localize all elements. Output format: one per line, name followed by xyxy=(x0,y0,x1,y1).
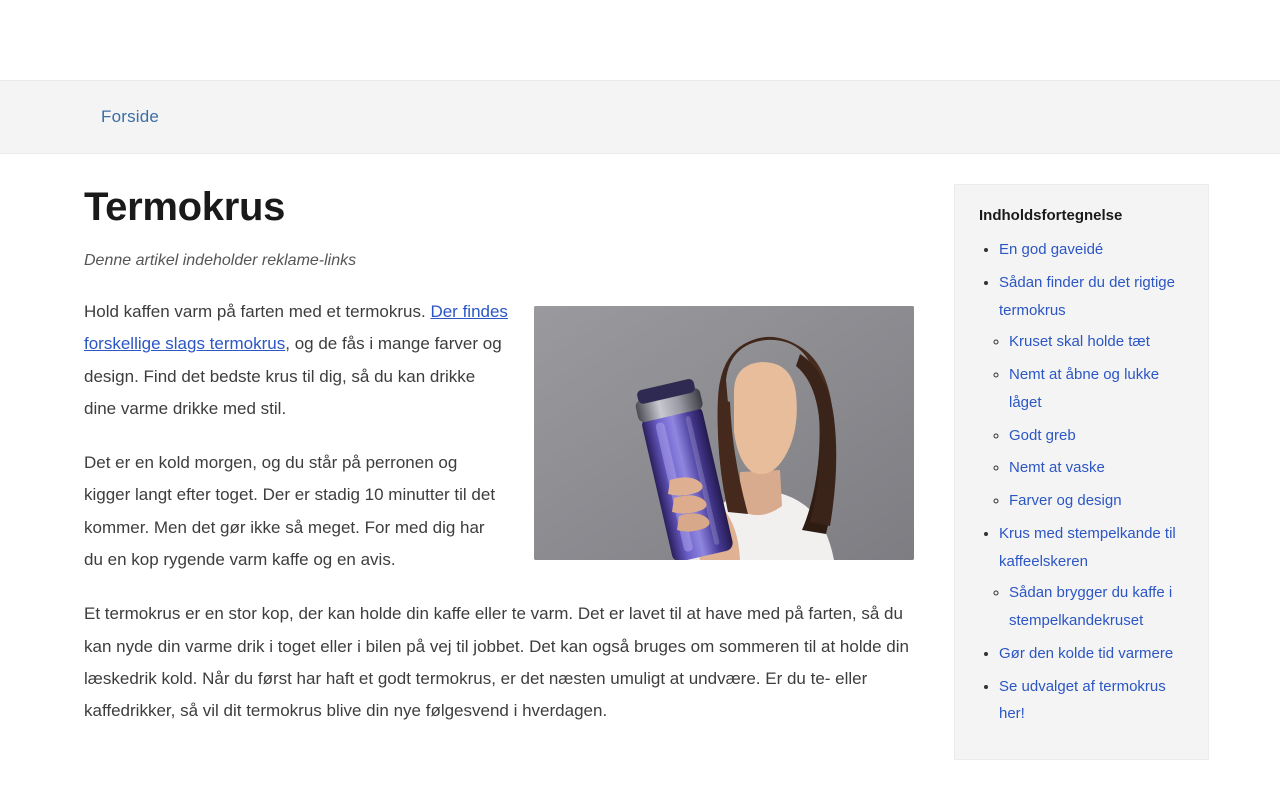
toc-link-en-god-gaveide[interactable]: En god gaveidé xyxy=(999,241,1104,258)
site-header xyxy=(0,0,1280,80)
toc-subitem xyxy=(1009,328,1186,356)
toc-link-farver-og-design[interactable]: Farver og design xyxy=(1009,492,1122,509)
paragraph-intro-text-1: Hold kaffen varm på farten med et termokrus. xyxy=(84,302,431,321)
toc-link-godt-greb[interactable]: Godt greb xyxy=(1009,426,1076,444)
ad-disclaimer: Denne artikel indeholder reklame-links xyxy=(84,252,357,269)
toc-subitem xyxy=(1009,579,1186,635)
toc-subitem xyxy=(1009,487,1186,515)
toc-subitem xyxy=(1009,422,1186,450)
paragraph-intro-text-2: , og de fås i mange farver og design. Find det bedste krus til dig, så du kan drikke dine varme drikke med stil. xyxy=(84,334,502,418)
article-content xyxy=(84,184,924,750)
nav-item-forside[interactable]: Forside xyxy=(101,107,160,126)
paragraph-morgen: Det er en kold morgen, og du står på perronen og kigger langt efter toget. Der er stadig 10 minutter til det kommer. Men det gør ikke så meget. For med dig har du en kop rygende varm kaffe og en avis. xyxy=(84,453,496,570)
table-of-contents xyxy=(954,184,1209,760)
toc-item xyxy=(999,236,1186,264)
toc-link-goer-den-kolde-tid-varmere[interactable]: Gør den kolde tid varmere xyxy=(999,644,1174,662)
paragraph-beskrivelse: Et termokrus er en stor kop, der kan holde din kaffe eller te varm. Det er lavet til at have med på farten, så du kan nyde din varme drik i toget eller i bilen på vej til jobbet. Det kan også bruges om sommeren til at holde din læskedrik kold. Når du først har haft et godt termokrus, er det næsten umuligt at undvære. Er du te- eller kaffedrikker, så vil dit termokrus blive din nye følgesvend i hverdagen. xyxy=(84,604,909,721)
toc-link-saadan-finder-du-det-rigtige-termokrus[interactable]: Sådan finder du det rigtige termokrus xyxy=(999,273,1175,319)
toc-link-nemt-at-vaske[interactable]: Nemt at vaske xyxy=(1009,459,1105,477)
article-image xyxy=(534,306,914,560)
toc-item xyxy=(999,520,1186,635)
toc-subitem xyxy=(1009,454,1186,482)
link-forskellige-slags-termokrus[interactable]: Der findes forskellige slags termokrus xyxy=(84,302,508,354)
toc-item xyxy=(999,640,1186,668)
toc-link-krus-med-stempelkande[interactable]: Krus med stempelkande til kaffeelskeren xyxy=(999,524,1176,570)
toc-link-kruset-skal-holde-taet[interactable]: Kruset skal holde tæt xyxy=(1009,333,1150,351)
toc-list xyxy=(979,236,1186,728)
toc-subitem xyxy=(1009,361,1186,417)
toc-sublist xyxy=(999,579,1186,635)
toc-item xyxy=(999,269,1186,515)
toc-link-se-udvalget-af-termokrus-her[interactable]: Se udvalget af termokrus her! xyxy=(999,677,1166,723)
main-navigation xyxy=(0,80,1280,154)
thermo-mug-photo xyxy=(534,306,914,560)
content-wrapper xyxy=(0,154,1280,760)
toc-link-saadan-brygger-du-kaffe[interactable]: Sådan brygger du kaffe i stempelkandekruset xyxy=(1009,584,1173,629)
toc-title: Indholdsfortegnelse xyxy=(979,207,1123,224)
toc-item xyxy=(999,673,1186,729)
toc-link-nemt-at-aabne-og-lukke-laaget[interactable]: Nemt at åbne og lukke låget xyxy=(1009,366,1160,411)
page-title: Termokrus xyxy=(84,185,286,229)
toc-sublist xyxy=(999,328,1186,515)
